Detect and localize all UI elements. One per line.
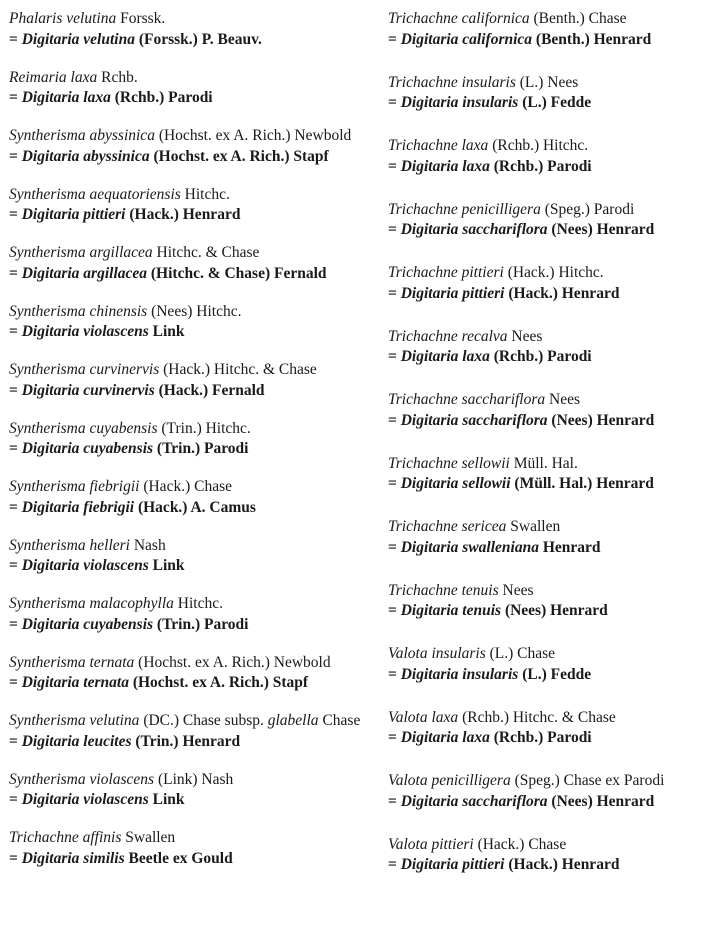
synonym-name: Trichachne sellowii — [388, 454, 510, 472]
synonym-name: Valota penicilligera — [388, 772, 511, 789]
equals-sign: = — [9, 30, 22, 48]
synonym-name: Syntherisma helleri — [9, 536, 130, 554]
accepted-name: Digitaria abyssinica — [21, 147, 150, 165]
accepted-line — [388, 665, 718, 686]
equals-sign: = — [9, 732, 22, 750]
synonym-line — [388, 263, 718, 284]
synonym-line — [388, 708, 718, 729]
accepted-name: Digitaria fiebrigii — [21, 498, 135, 516]
equals-sign: = — [388, 792, 401, 810]
synonym-author: Hitchc. — [184, 185, 230, 203]
accepted-author: (Rchb.) Parodi — [493, 729, 592, 746]
accepted-name: Digitaria cuyabensis — [21, 440, 154, 457]
synonym-author: Forssk. — [120, 10, 166, 27]
equals-sign: = — [388, 729, 401, 746]
accepted-line — [9, 264, 367, 285]
synonym-line — [9, 828, 367, 849]
accepted-name: Digitaria californica — [400, 30, 533, 48]
accepted-name: Digitaria cuyabensis — [21, 615, 154, 633]
synonym-entry — [9, 536, 367, 577]
synonym-name: Syntherisma curvinervis — [9, 361, 160, 378]
synonym-entry — [388, 9, 718, 50]
synonym-line — [388, 454, 718, 475]
synonym-author: Hitchc. & Chase — [156, 244, 260, 261]
accepted-line — [388, 30, 718, 51]
equals-sign: = — [9, 849, 22, 867]
synonym-line — [388, 517, 718, 538]
equals-sign: = — [388, 475, 401, 492]
synonym-line — [388, 73, 718, 94]
synonym-line — [388, 581, 718, 602]
synonym-name: Syntherisma velutina — [9, 712, 140, 729]
synonym-line — [9, 477, 367, 498]
synonym-author: Hitchc. — [177, 595, 223, 612]
synonym-author: (Hochst. ex A. Rich.) Newbold — [138, 653, 331, 671]
synonym-author: (Nees) Hitchc. — [151, 302, 242, 320]
synonym-name: Syntherisma ternata — [9, 653, 135, 671]
accepted-author: (Trin.) Parodi — [156, 615, 249, 633]
accepted-name: Digitaria tenuis — [400, 602, 502, 619]
accepted-author: (Trin.) Henrard — [135, 732, 241, 750]
equals-sign: = — [388, 157, 401, 175]
synonym-line — [9, 360, 367, 381]
synonym-name: Syntherisma aequatoriensis — [9, 185, 181, 203]
accepted-line — [9, 205, 367, 226]
accepted-author: (Hochst. ex A. Rich.) Stapf — [153, 147, 329, 165]
synonym-name: Trichachne penicilligera — [388, 200, 541, 218]
synonym-name: Trichachne sacchariflora — [388, 391, 546, 408]
synonym-name: Trichachne tenuis — [388, 581, 499, 599]
synonym-infra-author: Chase — [322, 712, 361, 729]
synonym-name: Reimaria laxa — [9, 68, 98, 86]
accepted-name: Digitaria sacchariflora — [400, 411, 548, 429]
accepted-line — [9, 556, 367, 577]
accepted-author: (Rchb.) Parodi — [114, 89, 213, 106]
synonym-author: Nees — [511, 327, 543, 345]
equals-sign: = — [388, 94, 401, 111]
synonym-entry — [388, 200, 718, 241]
synonym-entry — [9, 653, 367, 694]
synonym-entry — [9, 360, 367, 401]
synonym-entry — [9, 243, 367, 284]
equals-sign: = — [9, 147, 22, 165]
synonym-line — [388, 9, 718, 30]
accepted-line — [388, 601, 718, 622]
equals-sign: = — [388, 538, 401, 556]
accepted-line — [388, 347, 718, 368]
accepted-line — [9, 732, 367, 753]
accepted-line — [9, 381, 367, 402]
synonym-name: Trichachne californica — [388, 10, 530, 27]
synonym-entry — [388, 581, 718, 622]
accepted-line — [9, 790, 367, 811]
synonym-line — [9, 126, 367, 147]
synonym-entry — [388, 390, 718, 431]
synonym-author: Rchb. — [101, 68, 138, 86]
synonym-author: (L.) Nees — [519, 73, 579, 91]
accepted-line — [9, 88, 367, 109]
synonym-line — [388, 136, 718, 157]
accepted-name: Digitaria velutina — [21, 30, 135, 48]
synonym-name: Trichachne laxa — [388, 137, 489, 154]
accepted-name: Digitaria pittieri — [400, 284, 505, 302]
synonym-name: Phalaris velutina — [9, 10, 117, 27]
synonym-entry — [388, 771, 718, 812]
accepted-line — [388, 792, 718, 813]
equals-sign: = — [388, 411, 401, 429]
accepted-name: Digitaria violascens — [21, 323, 149, 340]
synonym-entry — [9, 302, 367, 343]
accepted-line — [388, 855, 718, 876]
synonym-entry — [9, 126, 367, 167]
equals-sign: = — [9, 323, 22, 340]
accepted-line — [9, 30, 367, 51]
accepted-name: Digitaria curvinervis — [21, 381, 155, 399]
accepted-author: Link — [152, 557, 185, 574]
accepted-author: (Hack.) Henrard — [508, 284, 620, 302]
synonym-author: (Hack.) Chase — [477, 835, 567, 853]
accepted-author: (Hack.) Fernald — [158, 381, 265, 399]
synonym-author: (Benth.) Chase — [533, 10, 627, 27]
accepted-line — [9, 615, 367, 636]
accepted-author: Beetle ex Gould — [128, 849, 233, 867]
accepted-name: Digitaria insularis — [400, 94, 519, 111]
synonym-author: Nees — [502, 581, 534, 599]
synonym-author: (L.) Chase — [489, 645, 556, 662]
synonym-line — [9, 419, 367, 440]
accepted-name: Digitaria argillacea — [21, 264, 148, 282]
equals-sign: = — [388, 602, 401, 619]
accepted-line — [9, 849, 367, 870]
accepted-line — [388, 284, 718, 305]
accepted-author: (L.) Fedde — [522, 94, 592, 111]
synonym-entry — [9, 9, 367, 50]
synonym-name: Trichachne recalva — [388, 327, 508, 345]
synonym-entry — [388, 454, 718, 495]
accepted-name: Digitaria swalleniana — [400, 538, 539, 556]
equals-sign: = — [9, 264, 22, 282]
synonym-entry — [388, 327, 718, 368]
accepted-name: Digitaria laxa — [400, 157, 490, 175]
synonym-entry — [9, 185, 367, 226]
synonym-entry — [388, 708, 718, 749]
accepted-author: (Rchb.) Parodi — [493, 348, 592, 365]
synonym-name: Syntherisma fiebrigii — [9, 478, 140, 495]
equals-sign: = — [9, 381, 22, 399]
synonym-line — [9, 536, 367, 557]
synonym-name: Syntherisma chinensis — [9, 302, 148, 320]
equals-sign: = — [9, 206, 22, 223]
equals-sign: = — [9, 89, 22, 106]
synonym-author: (Hack.) Hitchc. — [507, 264, 604, 281]
accepted-name: Digitaria violascens — [21, 791, 149, 808]
accepted-name: Digitaria laxa — [400, 729, 490, 746]
accepted-name: Digitaria ternata — [21, 674, 129, 691]
accepted-line — [9, 147, 367, 168]
synonym-entry — [388, 136, 718, 177]
synonym-author: (Hochst. ex A. Rich.) Newbold — [158, 127, 352, 144]
accepted-author: (L.) Fedde — [522, 665, 592, 683]
synonym-entry — [388, 517, 718, 558]
synonym-line — [388, 200, 718, 221]
accepted-line — [9, 322, 367, 343]
accepted-name: Digitaria pittieri — [400, 856, 505, 873]
synonym-entry — [388, 644, 718, 685]
accepted-line — [388, 220, 718, 241]
synonym-name: Trichachne sericea — [388, 518, 507, 535]
equals-sign: = — [9, 557, 22, 574]
accepted-name: Digitaria sellowii — [400, 475, 511, 492]
synonym-line — [9, 711, 367, 732]
synonym-author: (DC.) Chase subsp. — [143, 712, 264, 729]
synonym-line — [388, 327, 718, 348]
synonym-author: (Rchb.) Hitchc. — [492, 137, 589, 154]
equals-sign: = — [9, 791, 22, 808]
accepted-author: (Trin.) Parodi — [156, 440, 249, 457]
synonym-author: (Speg.) Parodi — [544, 200, 635, 218]
synonym-infra-name: glabella — [267, 712, 319, 729]
synonym-author: (Trin.) Hitchc. — [161, 419, 251, 437]
accepted-name: Digitaria violascens — [21, 557, 149, 574]
accepted-author: (Forssk.) P. Beauv. — [138, 30, 262, 48]
synonym-author: Swallen — [510, 518, 561, 535]
synonym-name: Valota pittieri — [388, 835, 474, 853]
synonym-column-left — [9, 9, 367, 887]
accepted-name: Digitaria laxa — [21, 89, 111, 106]
synonym-line — [9, 68, 367, 89]
synonym-name: Syntherisma violascens — [9, 770, 155, 788]
accepted-author: (Hack.) Henrard — [508, 856, 620, 873]
accepted-name: Digitaria sacchariflora — [400, 221, 548, 238]
equals-sign: = — [388, 284, 401, 302]
synonym-author: (Rchb.) Hitchc. & Chase — [462, 708, 616, 726]
accepted-author: (Nees) Henrard — [551, 792, 655, 810]
accepted-name: Digitaria pittieri — [21, 206, 126, 223]
synonym-line — [388, 835, 718, 856]
equals-sign: = — [388, 348, 401, 365]
accepted-author: (Hitchc. & Chase) Fernald — [150, 264, 327, 282]
synonym-entry — [9, 770, 367, 811]
accepted-line — [388, 728, 718, 749]
accepted-name: Digitaria leucites — [21, 732, 132, 750]
accepted-author: (Rchb.) Parodi — [493, 157, 592, 175]
accepted-author: (Nees) Henrard — [551, 411, 655, 429]
equals-sign: = — [9, 615, 22, 633]
synonym-author: Nash — [133, 536, 166, 554]
equals-sign: = — [9, 440, 22, 457]
synonym-entry — [9, 594, 367, 635]
synonym-entry — [9, 828, 367, 869]
equals-sign: = — [9, 674, 22, 691]
accepted-author: Link — [152, 791, 185, 808]
synonym-author: (Hack.) Hitchc. & Chase — [163, 361, 317, 378]
accepted-author: (Nees) Henrard — [551, 221, 655, 238]
synonym-name: Trichachne insularis — [388, 73, 516, 91]
synonym-name: Syntherisma argillacea — [9, 244, 153, 261]
synonym-name: Valota laxa — [388, 708, 459, 726]
accepted-name: Digitaria sacchariflora — [400, 792, 548, 810]
synonym-author: (Hack.) Chase — [143, 478, 232, 495]
synonym-line — [388, 390, 718, 411]
accepted-author: (Müll. Hal.) Henrard — [514, 475, 654, 492]
synonym-author: Swallen — [125, 829, 176, 846]
synonym-author: Müll. Hal. — [513, 454, 578, 472]
synonym-line — [9, 770, 367, 791]
accepted-line — [388, 474, 718, 495]
synonym-name: Syntherisma abyssinica — [9, 127, 155, 144]
accepted-author: (Nees) Henrard — [504, 602, 608, 619]
synonym-entry — [9, 68, 367, 109]
synonym-entry — [388, 263, 718, 304]
accepted-line — [9, 673, 367, 694]
accepted-line — [388, 538, 718, 559]
accepted-author: Link — [152, 323, 185, 340]
accepted-author: (Hochst. ex A. Rich.) Stapf — [132, 674, 309, 691]
equals-sign: = — [388, 221, 401, 238]
synonym-entry — [388, 73, 718, 114]
synonym-line — [9, 243, 367, 264]
synonym-name: Trichachne pittieri — [388, 264, 504, 281]
synonym-line — [9, 302, 367, 323]
synonym-column-right — [388, 9, 718, 898]
accepted-line — [388, 93, 718, 114]
synonym-author: (Speg.) Chase ex Parodi — [514, 772, 665, 789]
synonym-line — [9, 9, 367, 30]
synonym-name: Valota insularis — [388, 645, 486, 662]
synonym-line — [388, 644, 718, 665]
synonym-line — [9, 653, 367, 674]
synonym-line — [9, 185, 367, 206]
synonym-name: Trichachne affinis — [9, 829, 122, 846]
accepted-author: (Benth.) Henrard — [535, 30, 652, 48]
synonym-entry — [9, 711, 367, 752]
synonym-author: (Link) Nash — [157, 770, 234, 788]
accepted-name: Digitaria insularis — [400, 665, 519, 683]
synonym-author: Nees — [549, 391, 581, 408]
synonym-name: Syntherisma malacophylla — [9, 595, 174, 612]
accepted-line — [388, 157, 718, 178]
synonym-line — [388, 771, 718, 792]
synonym-line — [9, 594, 367, 615]
accepted-author: Henrard — [542, 538, 601, 556]
accepted-line — [9, 439, 367, 460]
accepted-line — [9, 498, 367, 519]
synonym-entry — [388, 835, 718, 876]
equals-sign: = — [9, 498, 22, 516]
equals-sign: = — [388, 665, 401, 683]
accepted-name: Digitaria similis — [21, 849, 125, 867]
accepted-line — [388, 411, 718, 432]
synonym-entry — [9, 477, 367, 518]
accepted-author: (Hack.) Henrard — [129, 206, 241, 223]
equals-sign: = — [388, 856, 401, 873]
accepted-name: Digitaria laxa — [400, 348, 490, 365]
synonym-entry — [9, 419, 367, 460]
equals-sign: = — [388, 30, 401, 48]
accepted-author: (Hack.) A. Camus — [137, 498, 256, 516]
synonym-name: Syntherisma cuyabensis — [9, 419, 158, 437]
